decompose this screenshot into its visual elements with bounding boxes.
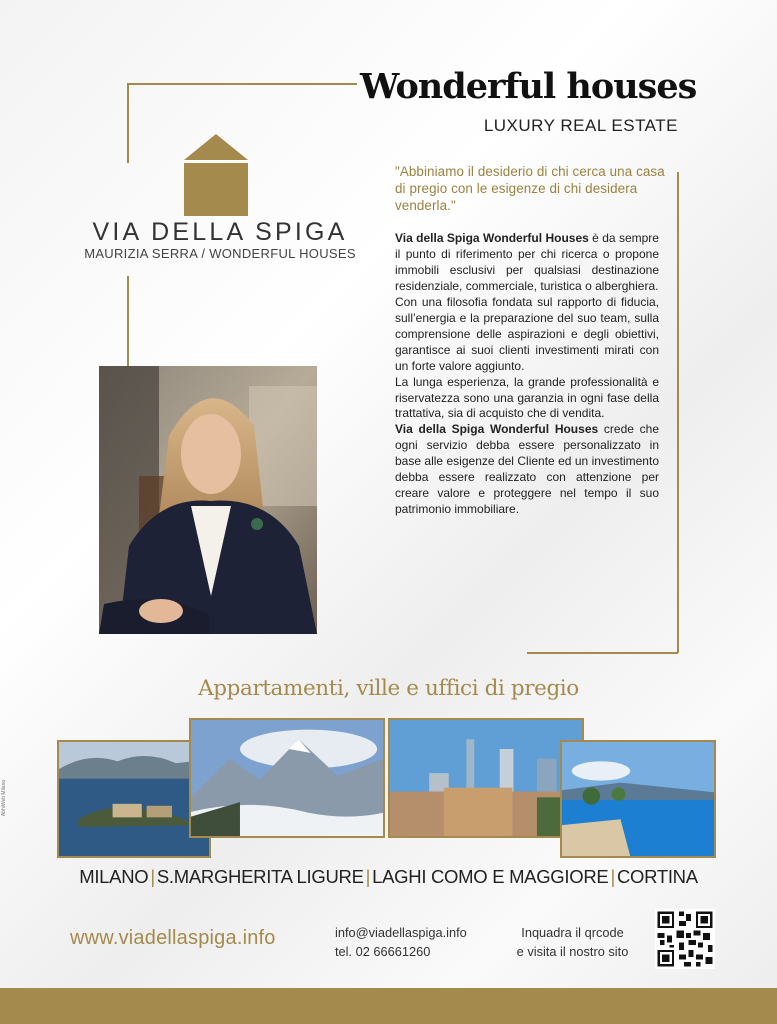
frame-line-top — [127, 83, 357, 85]
paragraph-1: Via della Spiga Wonderful Houses è da sempre il punto di riferimento per chi ricerca o propone immobili esclusivi per qualsiasi destinazione residenziale, commerciale, turistica o alberghiera. — [395, 231, 659, 293]
page-title: Wonderful houses — [360, 66, 697, 107]
page-subtitle: LUXURY REAL ESTATE — [483, 116, 678, 135]
frame-line-bottom — [527, 652, 678, 654]
phone-number[interactable]: tel. 02 66661260 — [335, 944, 431, 959]
paragraph-3: La lunga esperienza, la grande professionalità e riservatezza sono una garanzia in ogni fase della trattativa, sia di acquisto che di vendita. — [395, 374, 659, 421]
qr-instructions — [500, 923, 645, 961]
footer-bar — [0, 988, 777, 1024]
email-link[interactable]: info@viadellaspiga.info — [335, 925, 467, 940]
paragraph-2: Con una filosofia fondata sul rapporto di fiducia, sull’energia e la preparazione del suo team, sulla comprensione delle aspirazioni e degli obiettivi, garantisce ai suoi clienti investimenti mirati con un forte valore aggiunto. — [395, 294, 659, 373]
qr-code-icon[interactable] — [655, 909, 715, 969]
frame-line-right — [677, 172, 679, 653]
brand-bold-2: Via della Spiga Wonderful Houses — [395, 422, 599, 437]
house-icon — [184, 134, 248, 216]
milano-skyline-photo — [388, 718, 584, 838]
city-separator: | — [610, 866, 615, 887]
paragraph-4: Via della Spiga Wonderful Houses crede che ogni servizio debba essere personalizzato in base alle esigenze del Cliente ed un investimento debba essere realizzato con attenzione per creare valore e proteggere nel tempo il suo patrimonio immobiliare. — [395, 422, 659, 517]
city-santa-margherita: S.MARGHERITA LIGURE — [156, 866, 364, 887]
cities-list — [20, 866, 757, 888]
city-laghi: LAGHI COMO E MAGGIORE — [372, 866, 609, 887]
website-link[interactable]: www.viadellaspiga.info — [70, 927, 276, 949]
brand-bold-1: Via della Spiga Wonderful Houses — [395, 231, 589, 245]
city-milano: MILANO — [79, 866, 149, 887]
mountains-photo — [189, 718, 385, 838]
quote-text: "Abbiniamo il desiderio di chi cerca una casa di pregio con le esigenze di chi desidera venderla." — [395, 164, 665, 213]
section-title: Appartamenti, ville e uffici di pregio — [198, 676, 579, 701]
contact-info — [335, 923, 467, 961]
lake-island-photo — [57, 740, 211, 858]
portrait-photo — [99, 366, 317, 634]
body-text — [395, 231, 659, 518]
city-separator: | — [150, 866, 155, 887]
infinity-pool-photo — [560, 740, 716, 858]
qr-text-line-2: e visita il nostro sito — [516, 944, 629, 959]
frame-line-left-bottom — [127, 276, 129, 366]
city-separator: | — [365, 866, 371, 887]
qr-text-line-1: Inquadra il qrcode — [521, 925, 624, 940]
side-credit: AbhiWeb Milano — [1, 779, 8, 817]
city-cortina: CORTINA — [616, 866, 698, 887]
frame-line-left-top — [127, 83, 129, 163]
brand-name: VIA DELLA SPIGA — [92, 218, 348, 246]
brand-tagline: MAURIZIA SERRA / WONDERFUL HOUSES — [84, 246, 356, 261]
